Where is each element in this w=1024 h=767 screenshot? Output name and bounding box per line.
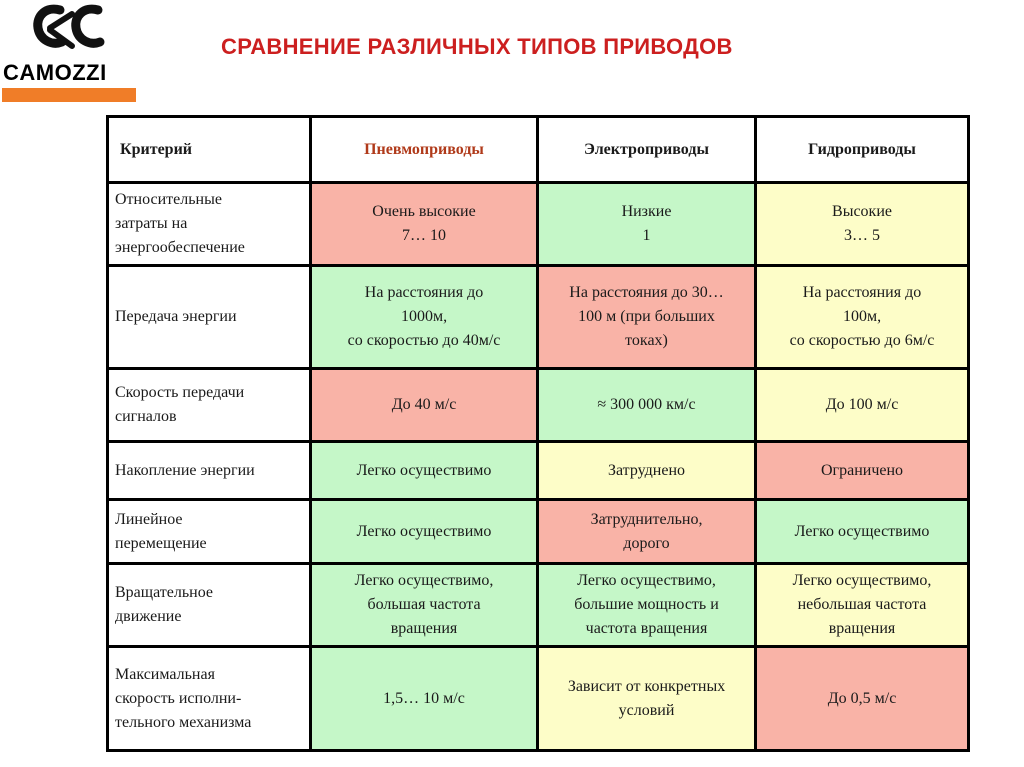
electric-cell: Затруднено — [538, 442, 756, 500]
pneumatic-cell: До 40 м/с — [311, 369, 538, 442]
criterion-cell: Относительные затраты на энергообеспечение — [108, 183, 311, 266]
hydraulic-cell: Легко осуществимо, небольшая частота вращения — [756, 564, 969, 647]
table-body — [108, 183, 969, 751]
electric-cell: ≈ 300 000 км/с — [538, 369, 756, 442]
table-row — [108, 442, 969, 500]
criterion-cell: Линейное перемещение — [108, 500, 311, 564]
hydraulic-cell: На расстояния до 100м, со скоростью до 6м/с — [756, 266, 969, 369]
table-row — [108, 647, 969, 751]
table-row — [108, 183, 969, 266]
logo-text: CAMOZZI — [3, 60, 107, 85]
header-pneumatic: Пневмоприводы — [311, 117, 538, 183]
hydraulic-cell: Высокие 3… 5 — [756, 183, 969, 266]
criterion-cell: Передача энергии — [108, 266, 311, 369]
pneumatic-cell: Легко осуществимо, большая частота вращения — [311, 564, 538, 647]
comparison-table — [106, 115, 970, 752]
hydraulic-cell: До 0,5 м/с — [756, 647, 969, 751]
electric-cell: Зависит от конкретных условий — [538, 647, 756, 751]
header-electric: Электроприводы — [538, 117, 756, 183]
page-title: СРАВНЕНИЕ РАЗЛИЧНЫХ ТИПОВ ПРИВОДОВ — [221, 34, 733, 59]
hydraulic-cell: Легко осуществимо — [756, 500, 969, 564]
pneumatic-cell: На расстояния до 1000м, со скоростью до 40м/с — [311, 266, 538, 369]
table-row — [108, 500, 969, 564]
criterion-cell: Накопление энергии — [108, 442, 311, 500]
criterion-cell: Максимальная скорость исполни- тельного механизма — [108, 647, 311, 751]
criterion-cell: Вращательное движение — [108, 564, 311, 647]
camozzi-logo — [0, 0, 140, 110]
hydraulic-cell: Ограничено — [756, 442, 969, 500]
electric-cell: Затруднительно, дорого — [538, 500, 756, 564]
pneumatic-cell: Легко осуществимо — [311, 500, 538, 564]
header-row — [108, 117, 969, 183]
criterion-cell: Скорость передачи сигналов — [108, 369, 311, 442]
electric-cell: Легко осуществимо, большие мощность и частота вращения — [538, 564, 756, 647]
pneumatic-cell: Очень высокие 7… 10 — [311, 183, 538, 266]
table-row — [108, 564, 969, 647]
camozzi-logo-icon — [28, 2, 110, 58]
electric-cell: На расстояния до 30… 100 м (при больших токах) — [538, 266, 756, 369]
pneumatic-cell: 1,5… 10 м/с — [311, 647, 538, 751]
pneumatic-cell: Легко осуществимо — [311, 442, 538, 500]
table-row — [108, 369, 969, 442]
table-row — [108, 266, 969, 369]
header-hydraulic: Гидроприводы — [756, 117, 969, 183]
header-criterion: Критерий — [108, 117, 311, 183]
electric-cell: Низкие 1 — [538, 183, 756, 266]
hydraulic-cell: До 100 м/с — [756, 369, 969, 442]
logo-bar — [2, 88, 136, 102]
